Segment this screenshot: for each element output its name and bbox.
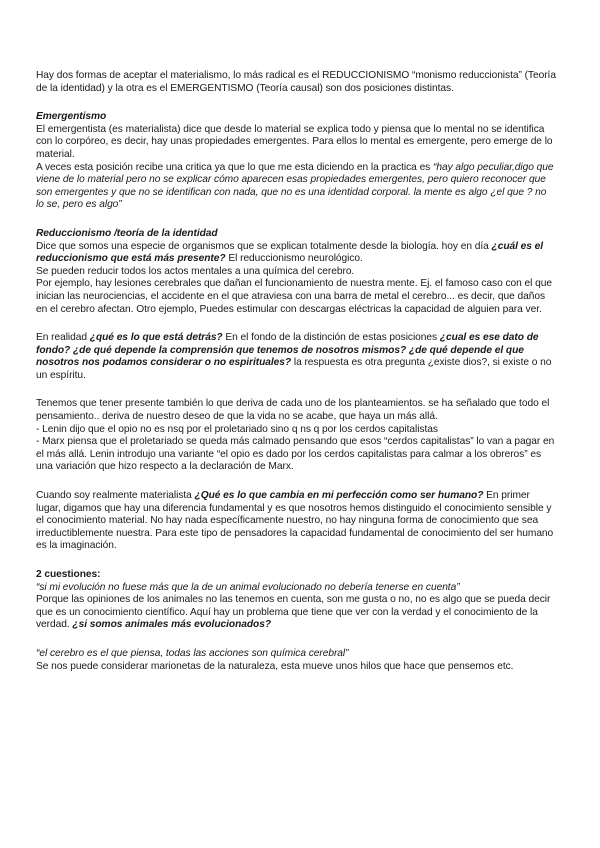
emergentismo-paragraph-1: El emergentista (es materialista) dice que desde lo material se explica todo y piensa que lo mental no se identifica con lo corpóreo, es decir, hay unas propiedades emergentes. Para ellos lo mental es emergente, pero emerge de lo material.: [36, 123, 553, 160]
materialista-t1: Cuando soy realmente materialista: [36, 490, 195, 502]
cuestiones-p1-text: Porque las opiniones de los animales no las tenemos en cuenta, son me gusta o no, no es algo que se pueda decir que es un conocimiento científico. Aquí hay un problema que tiene que ver con la verdad y el conocimiento de la verdad.: [36, 594, 551, 631]
realidad-question-2: ¿cual es ese dato de fondo? ¿de qué depende la comprensión que tenemos de nosotros mismos? ¿de qué depende el que nosotros nos podamos considerar o no espirituales?: [36, 332, 539, 369]
reduccionismo-p1-end: El reduccionismo neurológico.: [225, 253, 363, 265]
cuestiones-paragraph-1: [36, 594, 556, 632]
reduccionismo-question: ¿cuál es el reduccionismo que está más presente?: [36, 240, 544, 265]
cuestiones-heading: 2 cuestiones:: [36, 569, 101, 580]
emergentismo-paragraph-2: [36, 162, 556, 212]
realidad-t1: En realidad: [36, 332, 90, 344]
materialista-paragraph: [36, 490, 556, 553]
intro-paragraph: Hay dos formas de aceptar el materialismo, lo más radical es el REDUCCIONISMO “monismo reduccionista” (Teoría de la identidad) y la otra es el EMERGENTISMO (Teoría causal) son dos posiciones distintas.: [36, 70, 556, 94]
reduccionismo-paragraph-1: [36, 241, 556, 266]
planteamientos-lenin: - Lenin dijo que el opio no es nsq por el proletariado sino q ns q por los cerdos capitalistas: [36, 423, 438, 435]
realidad-paragraph: [36, 332, 556, 382]
planteamientos-marx: - Marx piensa que el proletariado se queda más calmado pensando que esos “cerdos capitalistas” lo van a pagar en el más allá. Lenin introdujo una variante “el opio es dado por los cerdos capitalistas para calmar a los obreros” es una variación que hizo respecto a la declaración de Marx.: [36, 436, 555, 473]
cuestiones-quote-1: “si mi evolución no fuese más que la de un animal evolucionado no debería tenerse en cuenta”: [36, 581, 460, 593]
planteamientos-paragraph-1: Tenemos que tener presente también lo que deriva de cada uno de los planteamientos. se ha señalado que todo el pensamiento.. deriva de nuestro deseo de que la vida no se acabe, que haya un más allá.: [36, 398, 550, 423]
realidad-question-1: ¿qué es lo que está detrás?: [89, 332, 223, 344]
emergentismo-p2-text: A veces esta posición recibe una critica ya que lo que me esta diciendo en la practica es: [36, 161, 434, 173]
reduccionismo-p1-text: Dice que somos una especie de organismos que se explican totalmente desde la biología. hoy en día: [36, 240, 492, 252]
materialista-t2: En primer lugar, digamos que hay una diferencia fundamental y es que nosotros hemos distinguido el conocimiento sensible y el conocimiento material. No hay nada específicamente nuestro, no hay ninguna forma de conocimiento que sea irreductiblemente nuestra. Para este tipo de pensadores la capacidad fundamental de conocimiento del ser humano es la imaginación.: [36, 490, 554, 552]
document-page: [36, 70, 556, 673]
reduccionismo-paragraph-3: Por ejemplo, hay lesiones cerebrales que dañan el funcionamiento de nuestra mente. Ej. el famoso caso con el que inician las neurociencias, el accidente en el que atraviesa con una barra de metal el cerebro... es decir, que daños en el cerebro afectan. Otro ejemplo, Puedes estimular con descargas eléctricas la capacidad de alguien para ver.: [36, 278, 552, 315]
cuestiones-paragraph-2: Se nos puede considerar marionetas de la naturaleza, esta mueve unos hilos que hace que pensemos etc.: [36, 660, 514, 672]
materialista-question: ¿Qué es lo que cambia en mi perfección como ser humano?: [194, 490, 484, 502]
reduccionismo-paragraph-2: Se pueden reducir todos los actos mentales a una química del cerebro.: [36, 265, 355, 277]
realidad-t2: En el fondo de la distinción de estas posiciones: [222, 332, 440, 344]
cuestiones-quote-2: “el cerebro es el que piensa, todas las acciones son química cerebral”: [36, 647, 349, 659]
reduccionismo-heading: Reduccionismo /teoría de la identidad: [36, 227, 218, 239]
emergentismo-quote: “hay algo peculiar,digo que viene de lo material pero no se explicar cómo aparecen esas propiedades emergentes, pero quiero reconocer que son emergentes y que no se identifican con nada, que no es una identidad corporal. la mente es algo ¿el que ? no lo se, pero es algo”: [36, 161, 554, 211]
cuestiones-question: ¿si somos animales más evolucionados?: [72, 619, 271, 631]
emergentismo-heading: Emergentismo: [36, 111, 107, 123]
realidad-t3: la respuesta es otra pregunta ¿existe dios?, si existe o no un espíritu.: [36, 357, 552, 381]
